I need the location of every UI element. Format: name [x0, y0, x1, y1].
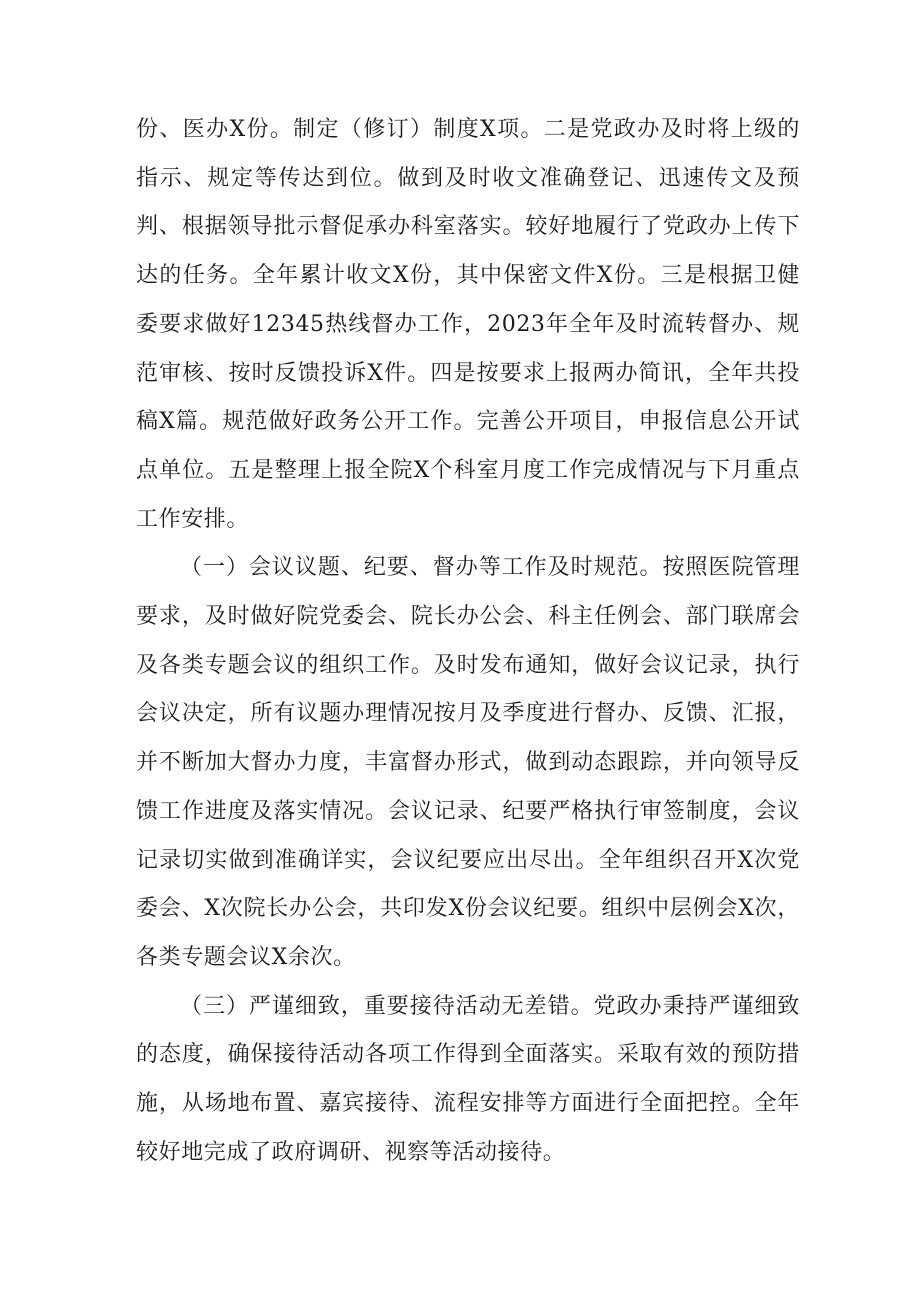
paragraph-reception: （三）严谨细致，重要接待活动无差错。党政办秉持严谨细致的态度，确保接待活动各项工作得到全面落实。采取有效的预防措施，从场地布置、嘉宾接待、流程安排等方面进行全面把控。全年较好地完成了政府调研、视察等活动接待。 [136, 993, 800, 1165]
document-body [136, 106, 800, 1177]
paragraph-meetings: （一）会议议题、纪要、督办等工作及时规范。按照医院管理要求，及时做好院党委会、院长办公会、科主任例会、部门联席会及各类专题会议的组织工作。及时发布通知，做好会议记录，执行会议决定，所有议题办理情况按月及季度进行督办、反馈、汇报，并不断加大督办力度，丰富督办形式，做到动态跟踪，并向领导反馈工作进度及落实情况。会议记录、纪要严格执行审签制度，会议记录切实做到准确详实，会议纪要应出尽出。全年组织召开X次党委会、X次院长办公会，共印发X份会议纪要。组织中层例会X次，各类专题会议X余次。 [136, 555, 800, 970]
paragraph-continuation: 份、医办X份。制定（修订）制度X项。二是党政办及时将上级的指示、规定等传达到位。做到及时收文准确登记、迅速传文及预判、根据领导批示督促承办科室落实。较好地履行了党政办上传下达的任务。全年累计收文X份，其中保密文件X份。三是根据卫健委要求做好12345热线督办工作，2023年全年及时流转督办、规范审核、按时反馈投诉X件。四是按要求上报两办简讯，全年共投稿X篇。规范做好政务公开工作。完善公开项目，申报信息公开试点单位。五是整理上报全院X个科室月度工作完成情况与下月重点工作安排。 [136, 117, 800, 532]
